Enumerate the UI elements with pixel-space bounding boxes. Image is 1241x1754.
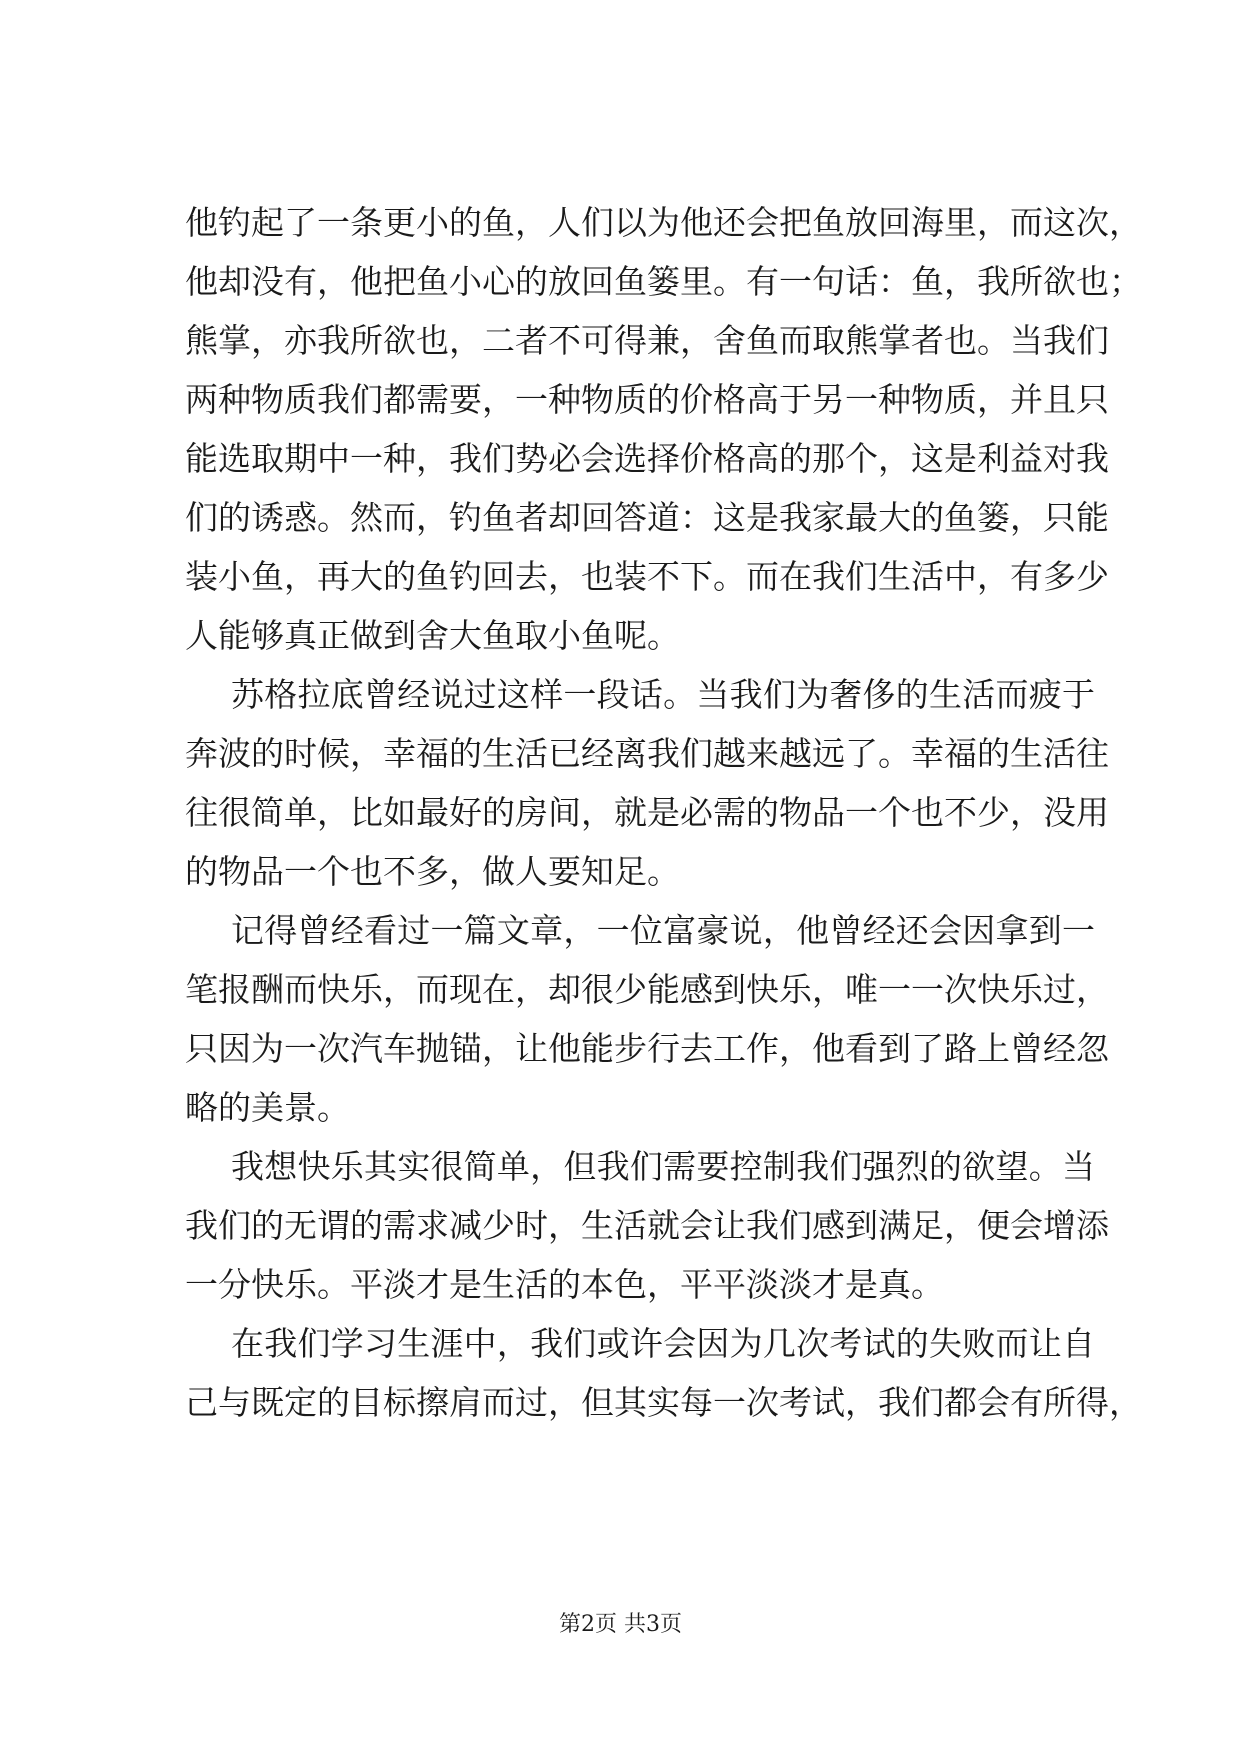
paragraph-first-line: 记得曾经看过一篇文章，一位富豪说，他曾经还会因拿到一 xyxy=(231,911,1095,950)
paragraph-first-line: 在我们学习生涯中，我们或许会因为几次考试的失败而让自 xyxy=(231,1324,1095,1363)
text-line: 奔波的时候，幸福的生活已经离我们越来越远了。幸福的生活往 xyxy=(185,734,1109,773)
text-line: 略的美景。 xyxy=(185,1088,350,1127)
paragraph-first-line: 我想快乐其实很简单，但我们需要控制我们强烈的欲望。当 xyxy=(231,1147,1095,1186)
text-line: 己与既定的目标擦肩而过，但其实每一次考试，我们都会有所得， xyxy=(185,1383,1142,1422)
text-line: 笔报酬而快乐，而现在，却很少能感到快乐，唯一一次快乐过， xyxy=(185,970,1109,1009)
paragraph-first-line: 苏格拉底曾经说过这样一段话。当我们为奢侈的生活而疲于 xyxy=(231,675,1095,714)
text-line: 两种物质我们都需要，一种物质的价格高于另一种物质，并且只 xyxy=(185,380,1109,419)
text-line: 一分快乐。平淡才是生活的本色，平平淡淡才是真。 xyxy=(185,1265,944,1304)
text-line: 人能够真正做到舍大鱼取小鱼呢。 xyxy=(185,616,680,655)
text-line: 的物品一个也不多，做人要知足。 xyxy=(185,852,680,891)
text-line: 他钓起了一条更小的鱼，人们以为他还会把鱼放回海里，而这次， xyxy=(185,203,1142,242)
text-line: 只因为一次汽车抛锚，让他能步行去工作，他看到了路上曾经忽 xyxy=(185,1029,1109,1068)
text-line: 熊掌，亦我所欲也，二者不可得兼，舍鱼而取熊掌者也。当我们 xyxy=(185,321,1109,360)
text-line: 能选取期中一种，我们势必会选择价格高的那个，这是利益对我 xyxy=(185,439,1109,478)
text-line: 他却没有，他把鱼小心的放回鱼篓里。有一句话：鱼，我所欲也； xyxy=(185,262,1142,301)
text-line: 们的诱惑。然而，钓鱼者却回答道：这是我家最大的鱼篓，只能 xyxy=(185,498,1109,537)
page-footer: 第2页 共3页 xyxy=(559,1612,682,1637)
text-line: 装小鱼，再大的鱼钓回去，也装不下。而在我们生活中，有多少 xyxy=(185,557,1109,596)
text-line: 往很简单，比如最好的房间，就是必需的物品一个也不少，没用 xyxy=(185,793,1109,832)
text-line: 我们的无谓的需求减少时，生活就会让我们感到满足，便会增添 xyxy=(185,1206,1109,1245)
